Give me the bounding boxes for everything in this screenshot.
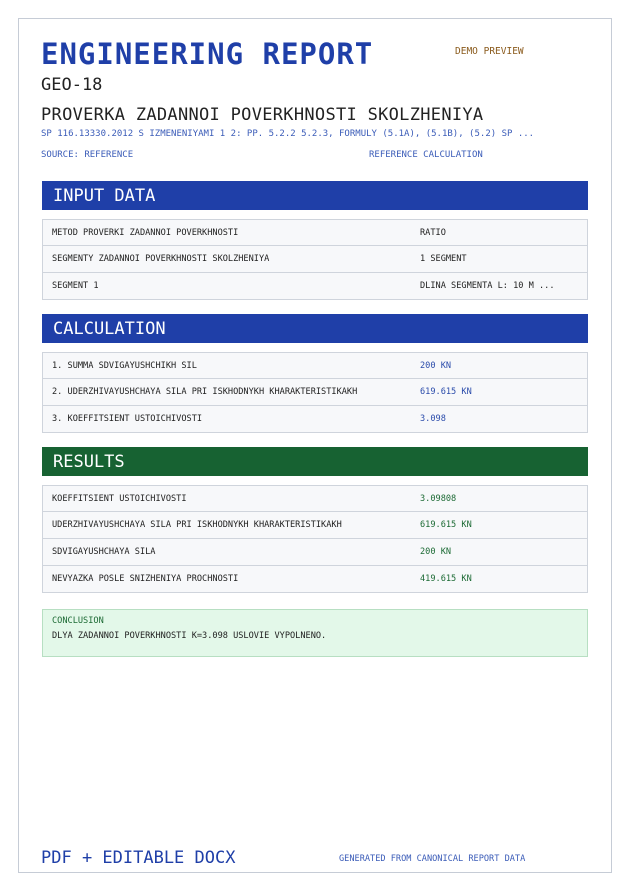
row-value: 200 KN: [420, 547, 452, 557]
row-label: SEGMENT 1: [52, 281, 99, 291]
row-label: METOD PROVERKI ZADANNOI POVERKHNOSTI: [52, 227, 239, 238]
table-row: [42, 352, 588, 379]
row-value: 619.615 KN: [420, 520, 472, 530]
report-sheet: [18, 18, 612, 873]
table-row: [42, 273, 588, 300]
reference-calculation-label: REFERENCE CALCULATION: [369, 150, 483, 160]
row-label: NEVYAZKA POSLE SNIZHENIYA PROCHNOSTI: [52, 574, 239, 584]
report-title: ENGINEERING REPORT: [41, 37, 374, 71]
row-value: 619.615 KN: [420, 387, 472, 397]
table-row: [42, 246, 588, 273]
table-row: [42, 539, 588, 566]
row-value: 3.09808: [420, 493, 457, 504]
conclusion-box: [42, 609, 588, 657]
row-value: 419.615 KN: [420, 574, 472, 584]
results-table: [42, 485, 588, 593]
row-label: 2. UDERZHIVAYUSHCHAYA SILA PRI ISKHODNYKH KHARAKTERISTIKAKH: [52, 387, 358, 397]
calculation-heading: CALCULATION: [42, 314, 588, 343]
input-data-table: [42, 219, 588, 300]
export-formats: PDF + EDITABLE DOCX: [41, 848, 236, 868]
table-row: [42, 406, 588, 433]
row-label: UDERZHIVAYUSHCHAYA SILA PRI ISKHODNYKH KHARAKTERISTIKAKH: [52, 520, 342, 530]
conclusion-label: CONCLUSION: [52, 616, 104, 626]
table-row: [42, 512, 588, 539]
row-value: 1 SEGMENT: [420, 254, 467, 264]
conclusion-text: DLYA ZADANNOI POVERKHNOSTI K=3.098 USLOVIE VYPOLNENO.: [52, 631, 327, 641]
row-value: DLINA SEGMENTA L: 10 M ...: [420, 281, 555, 291]
row-value: 3.098: [420, 414, 446, 424]
document-title: PROVERKA ZADANNOI POVERKHNOSTI SKOLZHENIYA: [41, 105, 484, 125]
calculation-table: [42, 352, 588, 433]
row-label: 3. KOEFFITSIENT USTOICHIVOSTI: [52, 414, 203, 424]
input-data-heading: INPUT DATA: [42, 181, 588, 210]
row-value: RATIO: [420, 227, 446, 238]
results-heading: RESULTS: [42, 447, 588, 476]
demo-preview-badge: DEMO PREVIEW: [455, 46, 524, 57]
table-row: [42, 379, 588, 406]
row-label: SEGMENTY ZADANNOI POVERKHNOSTI SKOLZHENIYA: [52, 254, 270, 264]
table-row: [42, 485, 588, 512]
generated-note: GENERATED FROM CANONICAL REPORT DATA: [339, 854, 526, 864]
row-label: SDVIGAYUSHCHAYA SILA: [52, 547, 156, 557]
table-row: [42, 219, 588, 246]
report-code: GEO-18: [41, 75, 103, 95]
row-value: 200 KN: [420, 360, 452, 371]
row-label: 1. SUMMA SDVIGAYUSHCHIKH SIL: [52, 360, 197, 371]
table-row: [42, 566, 588, 593]
norms-reference: SP 116.13330.2012 S IZMENENIYAMI 1 2: PP. 5.2.2 5.2.3, FORMULY (5.1A), (5.1B), (5.2) SP ...: [41, 129, 535, 139]
source-label: SOURCE: REFERENCE: [41, 150, 134, 160]
row-label: KOEFFITSIENT USTOICHIVOSTI: [52, 493, 187, 504]
